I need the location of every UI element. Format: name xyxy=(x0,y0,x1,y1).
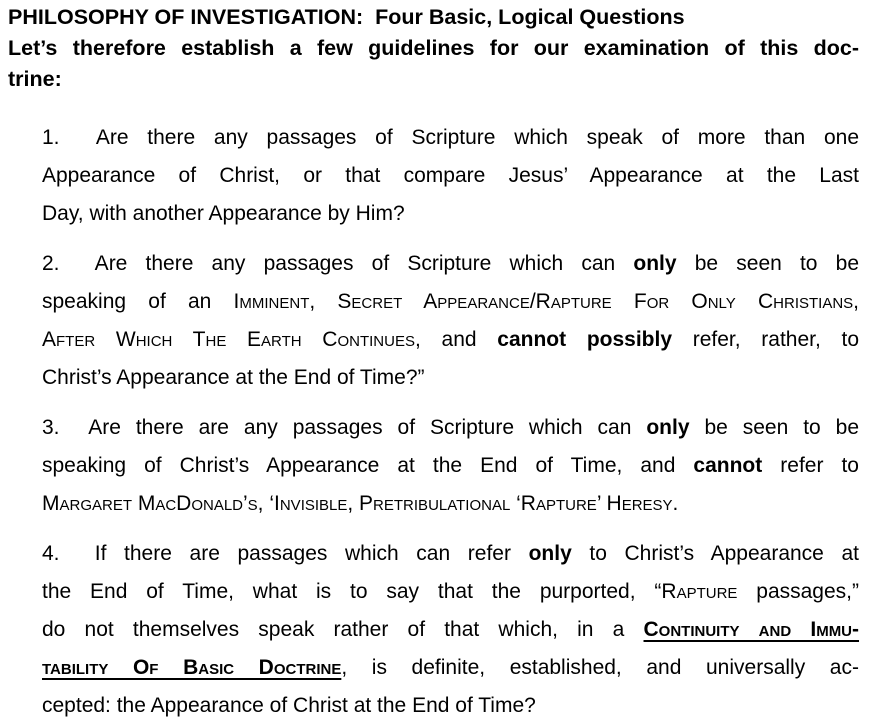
text-run: speaking of Christ’s Appearance at the End of Time, and xyxy=(42,454,694,477)
text-line xyxy=(42,283,859,321)
text-run: refer to xyxy=(762,454,859,477)
text-line xyxy=(42,573,859,611)
text-run: be seen to be xyxy=(689,416,860,439)
text-run: speaking of an xyxy=(42,290,234,313)
text-run: be seen to be xyxy=(676,252,860,275)
paragraph-list xyxy=(8,119,859,724)
paragraph-1 xyxy=(42,119,859,233)
text-run: PHILOSOPHY OF INVESTIGATION: Four Basic, Logical Questions xyxy=(8,5,685,29)
text-run: passages,” xyxy=(737,580,859,603)
text-line xyxy=(8,33,859,64)
text-run: Let’s therefore establish a few guidelines for our examination of this doc- xyxy=(8,36,859,60)
text-run: Rapture xyxy=(661,580,738,603)
paragraph-2 xyxy=(42,245,859,397)
text-run: After Which The Earth Continues, xyxy=(42,328,421,351)
text-run: tability Of Basic Doctrine xyxy=(42,656,342,679)
text-run: trine: xyxy=(8,67,62,91)
text-run: Margaret MacDonald’s, ‘Invisible, Pretribulational ‘Rapture’ Heresy. xyxy=(42,492,679,515)
text-line xyxy=(42,611,859,649)
text-run: , is definite, established, and universally ac- xyxy=(341,656,859,679)
text-line xyxy=(8,2,859,33)
text-run: cannot possibly xyxy=(497,328,673,351)
text-line xyxy=(42,485,859,523)
text-line xyxy=(8,64,859,95)
text-line xyxy=(42,359,859,397)
text-line xyxy=(42,119,859,157)
text-run: Imminent, Secret Appearance/Rapture For Only Christians, xyxy=(233,290,860,313)
text-line xyxy=(42,649,859,687)
text-run: 1. Are there any passages of Scripture which speak of more than one xyxy=(42,126,859,149)
text-run: cannot xyxy=(693,454,763,477)
text-run: the End of Time, what is to say that the purported, “ xyxy=(42,580,662,603)
text-run: do not themselves speak rather of that which, in a xyxy=(42,618,644,641)
text-line xyxy=(42,245,859,283)
text-line xyxy=(42,321,859,359)
text-line xyxy=(42,195,859,233)
text-run: refer, rather, to xyxy=(672,328,860,351)
text-line xyxy=(42,687,859,724)
paragraph-3 xyxy=(42,409,859,523)
text-run: to Christ’s Appearance at xyxy=(571,542,859,565)
paragraph-4 xyxy=(42,535,859,724)
text-run: cepted: the Appearance of Christ at the End of Time? xyxy=(42,694,536,717)
text-run: Continuity and Immu- xyxy=(643,618,860,641)
text-run: 3. Are there are any passages of Scripture which can xyxy=(42,416,647,439)
document-heading xyxy=(8,2,859,95)
text-run: Day, with another Appearance by Him? xyxy=(42,202,405,225)
text-run: only xyxy=(528,542,572,565)
text-line xyxy=(42,409,859,447)
text-run: only xyxy=(646,416,690,439)
text-line xyxy=(42,535,859,573)
text-run: only xyxy=(633,252,677,275)
text-line xyxy=(42,447,859,485)
text-run: Christ’s Appearance at the End of Time?” xyxy=(42,366,425,389)
text-run: Appearance of Christ, or that compare Jesus’ Appearance at the Last xyxy=(42,164,859,187)
text-run: 4. If there are passages which can refer xyxy=(42,542,529,565)
text-run: and xyxy=(420,328,498,351)
text-run: 2. Are there any passages of Scripture which can xyxy=(42,252,634,275)
text-line xyxy=(42,157,859,195)
